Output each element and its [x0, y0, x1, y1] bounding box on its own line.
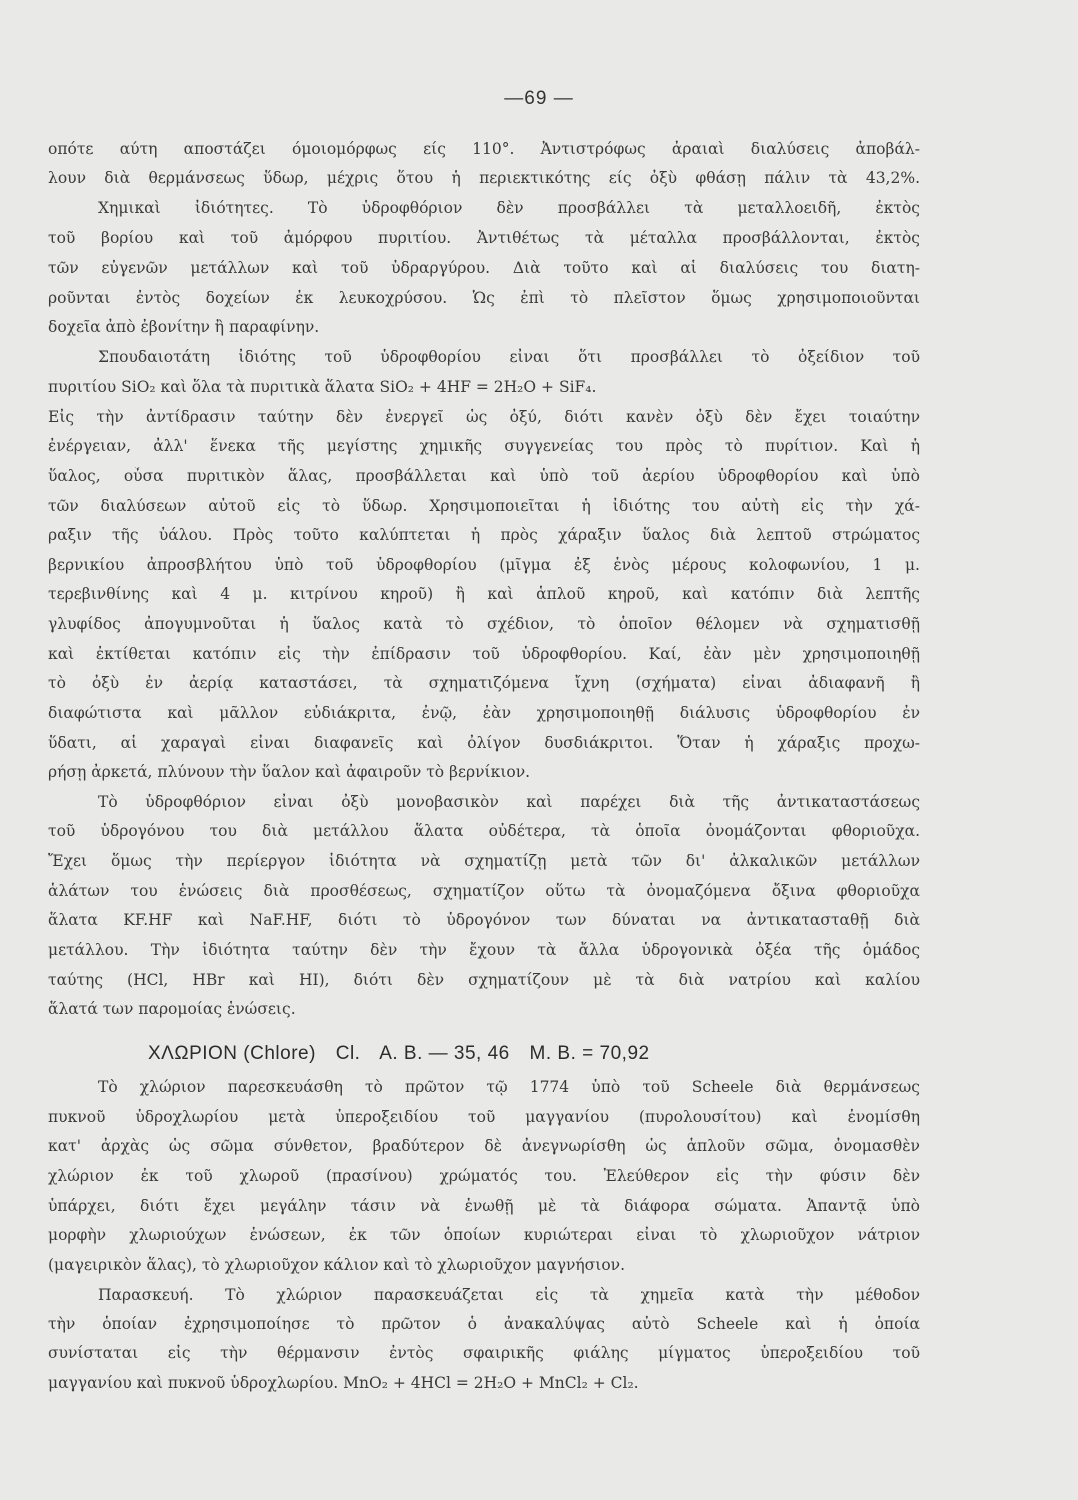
text-line: μαγγανίου καὶ πυκνοῦ ὑδροχλωρίου. MnO₂ + 4HCl = 2H₂O + MnCl₂ + Cl₂. — [48, 1374, 639, 1392]
text-line: Εἰς τὴν ἀντίδρασιν ταύτην δὲν ἐνεργεῖ ὡς ὀξύ, διότι κανὲν ὀξὺ δὲν ἔχει τοιαύτην — [48, 408, 920, 426]
text-line: Σπουδαιοτάτη ἰδιότης τοῦ ὑδροφθορίου εἶναι ὅτι προσβάλλει τὸ ὀξείδιον τοῦ — [98, 348, 920, 366]
text-line: τερεβινθίνης καὶ 4 μ. κιτρίνου κηροῦ) ἢ καὶ ἁπλοῦ κηροῦ, καὶ κατόπιν διὰ λεπτῆς — [48, 585, 920, 603]
chlorine-heading — [148, 1043, 664, 1065]
text-line: μορφὴν χλωριούχων ἑνώσεων, ἐκ τῶν ὁποίων κυριώτεραι εἶναι τὸ χλωριοῦχον νάτριον — [48, 1226, 920, 1244]
text-line: Ἔχει ὅμως τὴν περίεργον ἰδιότητα νὰ σχηματίζῃ μετὰ τῶν δι' ἀλκαλικῶν μετάλλων — [48, 852, 920, 870]
text-line: συνίσταται εἰς τὴν θέρμανσιν ἐντὸς σφαιρικῆς φιάλης μίγματος ὑπεροξειδίου τοῦ — [48, 1344, 920, 1362]
text-line: ἐνέργειαν, ἀλλ' ἕνεκα τῆς μεγίστης χημικῆς συγγενείας του πρὸς τὸ πυρίτιον. Καὶ ἡ — [48, 437, 920, 455]
element-name: ΧΛΩΡΙΟΝ (Chlore) — [148, 1043, 316, 1064]
text-line: τοῦ ὑδρογόνου του διὰ μετάλλου ἅλατα οὐδέτερα, τὰ ὁποῖα ὀνομάζονται φθοριοῦχα. — [48, 822, 920, 840]
text-line: ρήσῃ ἀρκετά, πλύνουν τὴν ὕαλον καὶ ἀφαιροῦν τὸ βερνίκιον. — [48, 763, 531, 781]
page-number: —69 — — [504, 88, 574, 109]
text-line: πυκνοῦ ὑδροχλωρίου μετὰ ὑπεροξειδίου τοῦ μαγγανίου (πυρολουσίτου) καὶ ἐνομίσθη — [48, 1108, 920, 1126]
text-line: γλυφίδος ἀπογυμνοῦται ἡ ὕαλος κατὰ τὸ σχέδιον, τὸ ὁποῖον θέλομεν νὰ σχηματισθῇ — [48, 615, 920, 633]
text-line: Παρασκευή. Τὸ χλώριον παρασκευάζεται εἰς τὰ χημεῖα κατὰ τὴν μέθοδον — [98, 1286, 920, 1304]
text-line: τοῦ βορίου καὶ τοῦ ἀμόρφου πυριτίου. Ἀντιθέτως τὰ μέταλλα προσβάλλονται, ἐκτὸς — [48, 229, 920, 247]
text-line: τὸ ὀξὺ ἐν ἀερίᾳ καταστάσει, τὰ σχηματιζόμενα ἴχνη (σχήματα) εἶναι ἀδιαφανῆ ἢ — [48, 674, 920, 692]
text-line: ροῦνται ἐντὸς δοχείων ἐκ λευκοχρύσου. Ὡς ἐπὶ τὸ πλεῖστον ὅμως χρησιμοποιοῦνται — [48, 289, 920, 307]
text-line: χλώριον ἐκ τοῦ χλωροῦ (πρασίνου) χρώματός του. Ἐλεύθερον εἰς τὴν φύσιν δὲν — [48, 1167, 920, 1185]
text-line: ἅλατα KF.HF καὶ NaF.HF, διότι τὸ ὑδρογόνον των δύναται να ἀντικατασταθῇ διὰ — [48, 911, 920, 929]
text-line: Χημικαὶ ἰδιότητες. Τὸ ὑδροφθόριον δὲν προσβάλλει τὰ μεταλλοειδῆ, ἐκτὸς — [98, 199, 920, 217]
text-line: λουν διὰ θερμάνσεως ὕδωρ, μέχρις ὅτου ἡ περιεκτικότης είς ὀξὺ φθάσῃ πάλιν τὰ 43,2%. — [48, 169, 920, 187]
text-line: Τὸ ὑδροφθόριον εἶναι ὀξὺ μονοβασικὸν καὶ παρέχει διὰ τῆς ἀντικαταστάσεως — [98, 793, 920, 811]
text-line: τῶν διαλύσεων αὐτοῦ εἰς τὸ ὕδωρ. Χρησιμοποιεῖται ἡ ἰδιότης του αὐτὴ εἰς τὴν χά- — [48, 497, 920, 515]
text-line: τῶν εὐγενῶν μετάλλων καὶ τοῦ ὑδραργύρου. Διὰ τοῦτο καὶ αἱ διαλύσεις του διατη- — [48, 259, 920, 277]
text-line: ταύτης (HCl, HBr καὶ HI), διότι δὲν σχηματίζουν μὲ τὰ διὰ νατρίου καὶ καλίου — [48, 971, 920, 989]
text-line: μετάλλου. Τὴν ἰδιότητα ταύτην δὲν τὴν ἔχουν τὰ ἄλλα ὑδρογονικὰ ὀξέα τῆς ὁμάδος — [48, 941, 920, 959]
text-line: καὶ ἐκτίθεται κατόπιν εἰς τὴν ἐπίδρασιν τοῦ ὑδροφθορίου. Καί, ἐὰν μὲν χρησιμοποιηθῇ — [48, 645, 920, 663]
text-line: ραξιν τῆς ὑάλου. Πρὸς τοῦτο καλύπτεται ἡ πρὸς χάραξιν ὕαλος διὰ λεπτοῦ στρώματος — [48, 526, 920, 544]
text-line: πυριτίου SiO₂ καὶ ὅλα τὰ πυριτικὰ ἅλατα SiO₂ + 4HF = 2H₂O + SiF₄. — [48, 378, 597, 396]
text-line: δοχεῖα ἀπὸ ἐβονίτην ἢ παραφίνην. — [48, 318, 320, 336]
text-line: ὕαλος, οὖσα πυριτικὸν ἅλας, προσβάλλεται καὶ ὑπὸ τοῦ ἀερίου ὑδροφθορίου καὶ ὑπὸ — [48, 467, 920, 485]
text-line: ἁλάτων του ἑνώσεις διὰ προσθέσεως, σχηματίζον οὕτω τὰ ὀνομαζόμενα ὄξινα φθοριοῦχα — [48, 882, 920, 900]
atomic-weight: A. B. — 35, 46 — [379, 1043, 510, 1064]
text-line: ὕδατι, αἱ χαραγαὶ εἶναι διαφανεῖς καὶ ὀλίγον δυσδιάκριτοι. Ὅταν ἡ χάραξις προχω- — [48, 734, 920, 752]
text-line: Τὸ χλώριον παρεσκευάσθη τὸ πρῶτον τῷ 1774 ὑπὸ τοῦ Scheele διὰ θερμάνσεως — [98, 1078, 920, 1096]
text-line: ἅλατά των παρομοίας ἑνώσεις. — [48, 1000, 296, 1018]
text-line: βερνικίου ἀπροσβλήτου ὑπὸ τοῦ ὑδροφθορίου (μῖγμα ἐξ ἑνὸς μέρους κολοφωνίου, 1 μ. — [48, 556, 920, 574]
text-line: οπότε αύτη αποστάζει όμοιομόρφως είς 110°. Ἀντιστρόφως ἀραιαὶ διαλύσεις ἀποβάλ- — [48, 140, 920, 158]
text-line: διαφώτιστα καὶ μᾶλλον εὐδιάκριτα, ἐνῷ, ἐὰν χρησιμοποιηθῇ διάλυσις ὑδροφθορίου ἐν — [48, 704, 920, 722]
text-line: τὴν ὁποίαν ἐχρησιμοποίησε τὸ πρῶτον ὁ ἀνακαλύψας αὐτὸ Scheele καὶ ἡ ὁποία — [48, 1315, 920, 1333]
text-line: κατ' ἀρχὰς ὡς σῶμα σύνθετον, βραδύτερον δὲ ἀνεγνωρίσθη ὡς ἁπλοῦν σῶμα, ὀνομασθὲν — [48, 1137, 920, 1155]
molecular-weight: M. B. = 70,92 — [529, 1043, 650, 1064]
text-line: ὑπάρχει, διότι ἔχει μεγάλην τάσιν νὰ ἑνωθῇ μὲ τὰ διάφορα σώματα. Ἀπαντᾷ ὑπὸ — [48, 1197, 920, 1215]
text-line: (μαγειρικὸν ἅλας), τὸ χλωριοῦχον κάλιον καὶ τὸ χλωριοῦχον μαγνήσιον. — [48, 1256, 626, 1274]
element-symbol: Cl. — [335, 1043, 361, 1064]
